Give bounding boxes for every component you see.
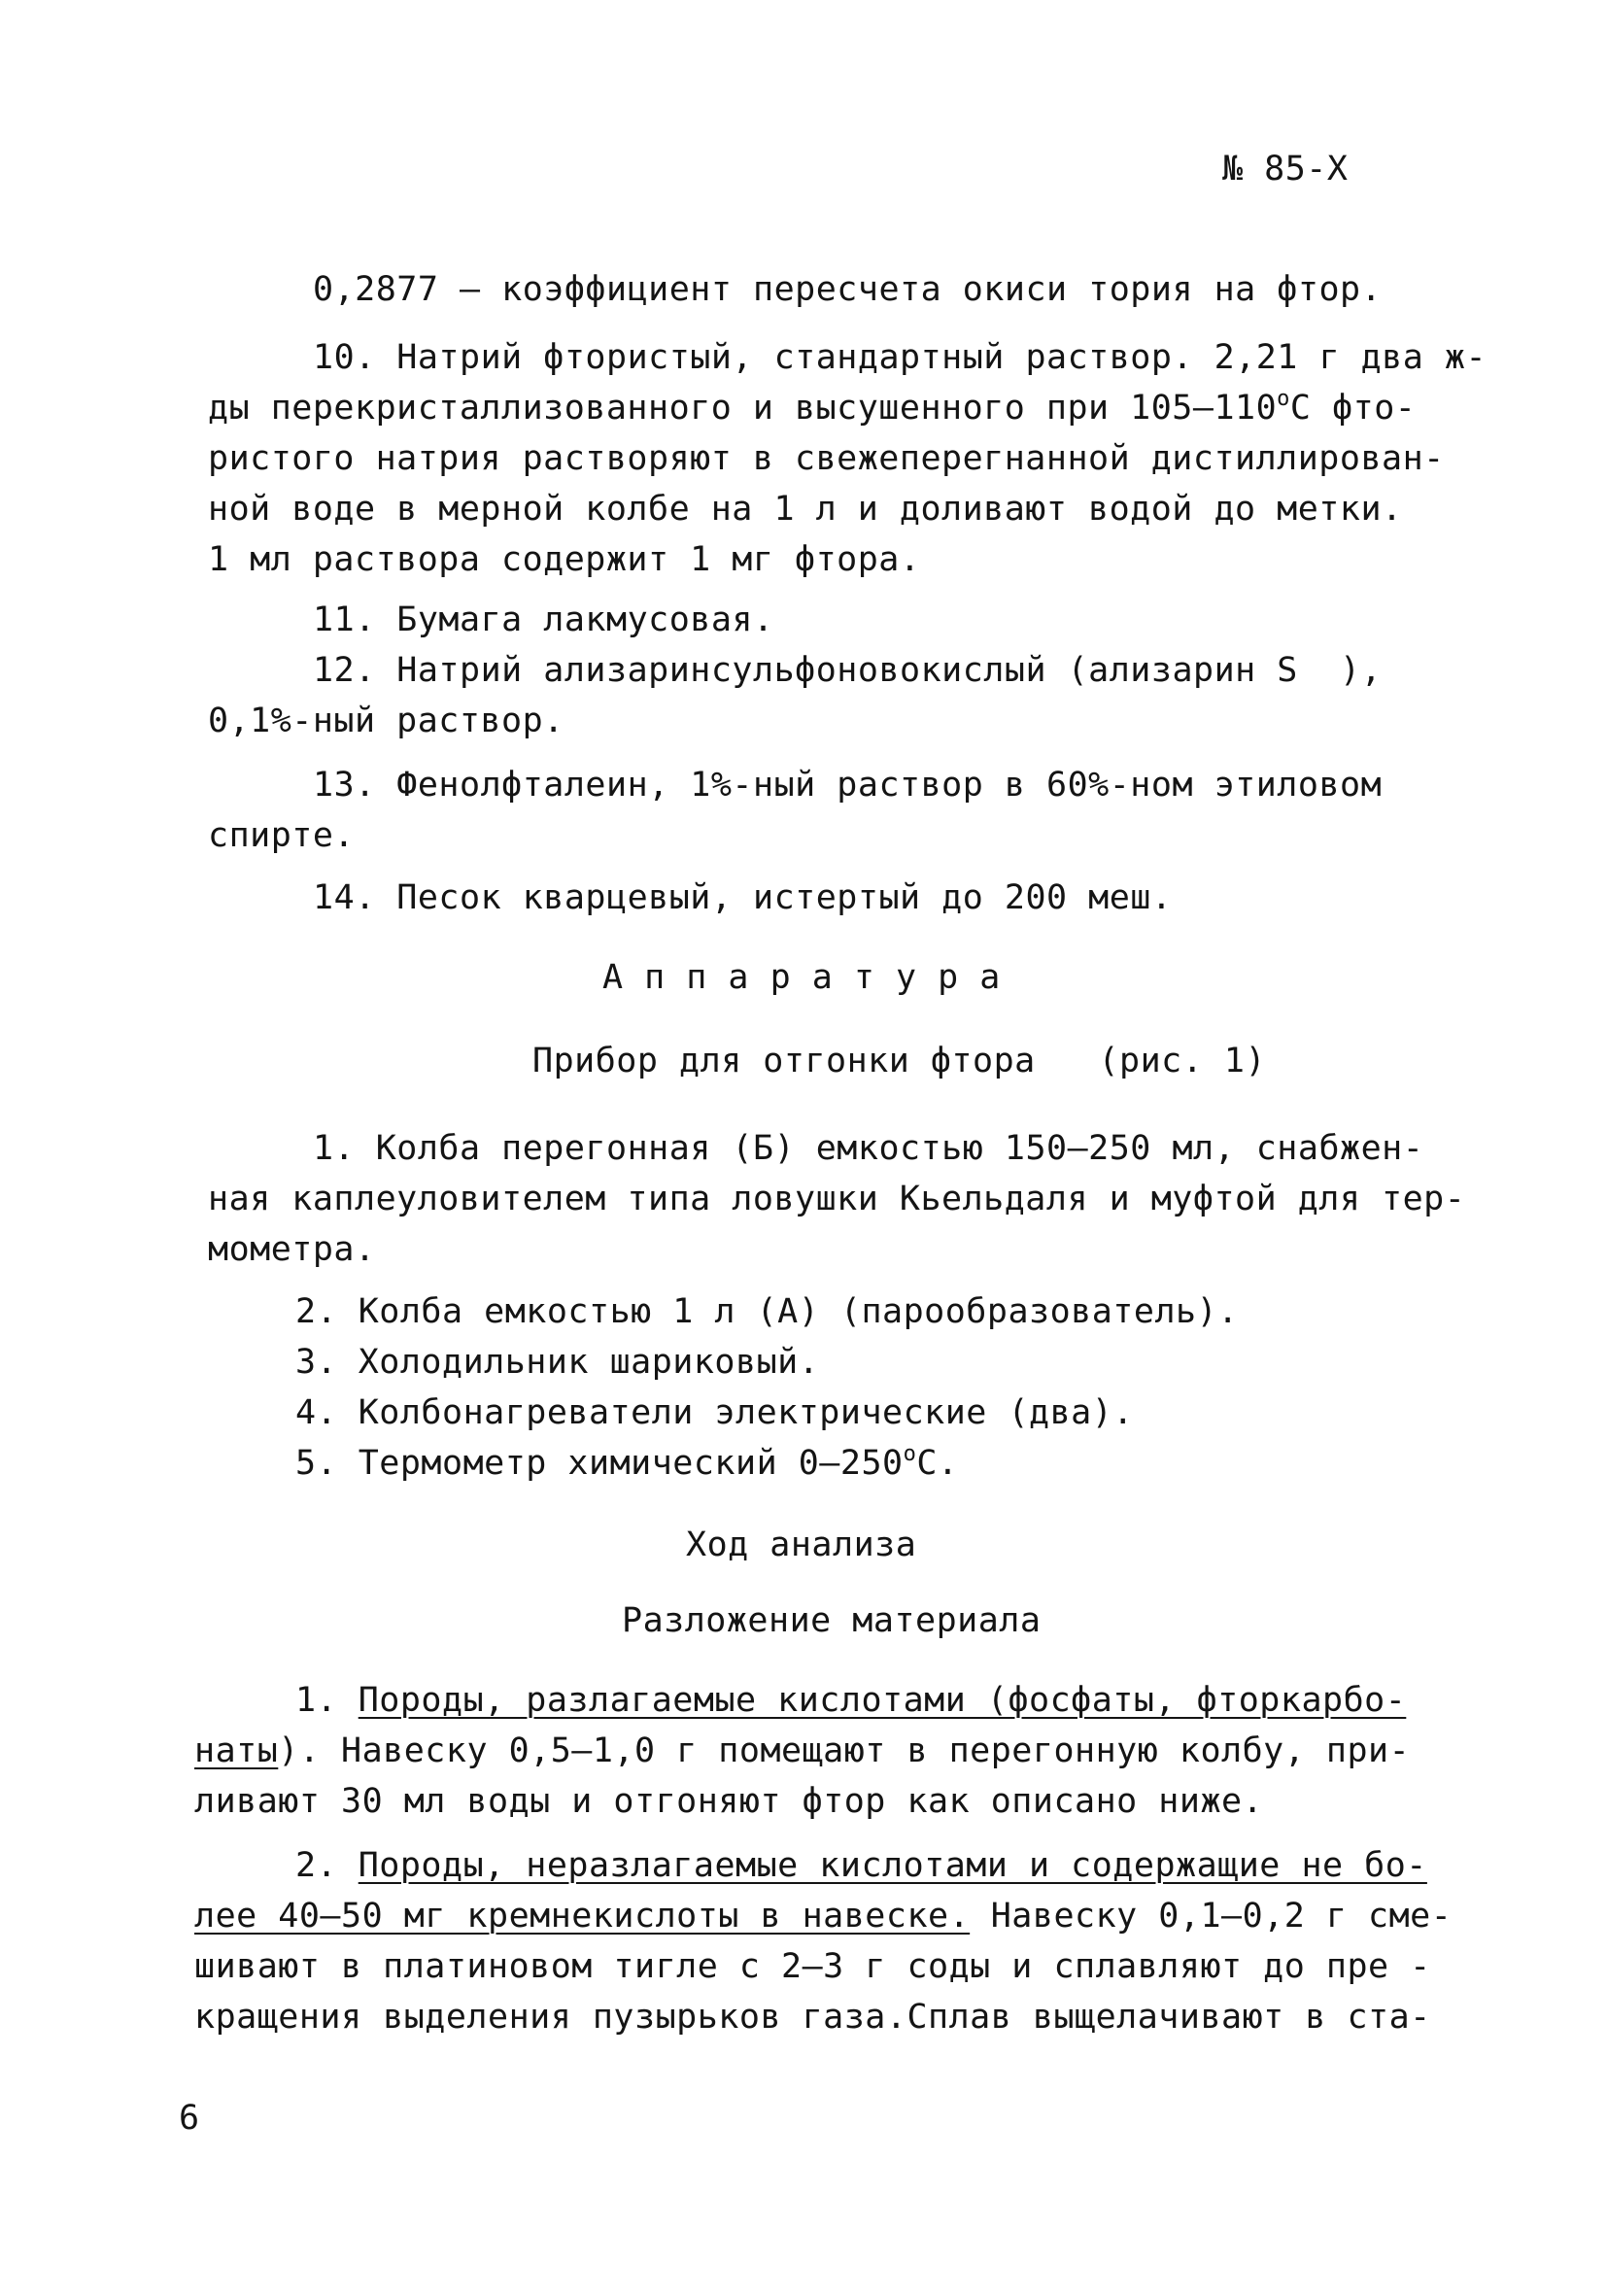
paragraph-2-line-4: кращения выделения пузырьков газа.Сплав выщелачивают в ста-	[194, 1998, 1431, 2037]
reagent-10-line-1: 10. Натрий фтористый, стандартный раствор. 2,21 г два ж-	[313, 338, 1487, 377]
paragraph-2-number: 2.	[295, 1846, 359, 1885]
coefficient-line: 0,2877 – коэффициент пересчета окиси тория на фтор.	[313, 270, 1383, 309]
reagent-10-line-5: 1 мл раствора содержит 1 мг фтора.	[208, 540, 921, 579]
paragraph-2-line-3: шивают в платиновом тигле с 2–3 г соды и сплавляют до пре -	[194, 1947, 1431, 1986]
apparatus-5-text: 5. Термометр химический 0–250	[295, 1444, 904, 1483]
paragraph-1-line-3: ливают 30 мл воды и отгоняют фтор как описано ниже.	[194, 1782, 1264, 1821]
paragraph-2-line-2	[194, 1895, 1452, 1937]
reagent-10-line-2-tail: С фто-	[1289, 389, 1417, 428]
reagent-14: 14. Песок кварцевый, истертый до 200 меш.	[313, 878, 1173, 917]
reagent-10-line-2	[208, 387, 1416, 429]
apparatus-2: 2. Колба емкостью 1 л (А) (парообразователь).	[295, 1292, 1239, 1331]
apparatus-1-line-2: ная каплеуловителем типа ловушки Кьельдаля и муфтой для тер-	[208, 1180, 1466, 1218]
apparatus-5	[295, 1442, 959, 1485]
degree-sign: o	[903, 1442, 917, 1466]
paragraph-1-underlined-cont: наты	[194, 1731, 279, 1770]
analysis-heading: Ход анализа	[686, 1525, 917, 1564]
paragraph-2-underlined: Породы, неразлагаемые кислотами и содержащие не бо-	[358, 1846, 1427, 1885]
reagent-10-line-4: ной воде в мерной колбе на 1 л и доливают водой до метки.	[208, 490, 1403, 529]
apparatus-heading: А п п а р а т у р а	[602, 958, 1001, 997]
apparatus-5-tail: С.	[916, 1444, 959, 1483]
reagent-12-line-2: 0,1%-ный раствор.	[208, 702, 564, 740]
reagent-13-line-2: спирте.	[208, 816, 356, 855]
paragraph-1-line-2	[194, 1730, 1410, 1772]
apparatus-subheading: Прибор для отгонки фтора (рис. 1)	[532, 1042, 1267, 1080]
paragraph-1-number: 1.	[295, 1681, 359, 1720]
decomposition-subheading: Разложение материала	[622, 1601, 1042, 1640]
paragraph-2-line-1	[295, 1844, 1427, 1887]
reagent-13-line-1: 13. Фенолфталеин, 1%-ный раствор в 60%-ном этиловом	[313, 766, 1383, 805]
paragraph-2-underlined-cont: лее 40–50 мг кремнекислоты в навеске.	[194, 1897, 971, 1936]
degree-sign: o	[1277, 387, 1290, 411]
apparatus-1-line-1: 1. Колба перегонная (Б) емкостью 150–250 мл, снабжен-	[313, 1129, 1424, 1168]
paragraph-1-line-2-tail: ). Навеску 0,5–1,0 г помещают в перегонную колбу, при-	[278, 1731, 1411, 1770]
paragraph-1-underlined: Породы, разлагаемые кислотами (фосфаты, фторкарбо-	[358, 1681, 1407, 1720]
paragraph-1-line-1	[295, 1679, 1406, 1722]
paragraph-2-line-2-tail: Навеску 0,1–0,2 г сме-	[970, 1897, 1453, 1936]
reagent-10-line-3: ристого натрия растворяют в свежеперегнанной дистиллирован-	[208, 439, 1445, 478]
apparatus-3: 3. Холодильник шариковый.	[295, 1343, 820, 1382]
document-number: № 85-Х	[1222, 150, 1349, 188]
reagent-11: 11. Бумага лакмусовая.	[313, 600, 774, 639]
reagent-12-line-1: 12. Натрий ализаринсульфоновокислый (ализарин S ),	[313, 651, 1383, 690]
apparatus-4: 4. Колбонагреватели электрические (два).	[295, 1393, 1134, 1432]
reagent-10-line-2-text: ды перекристаллизованного и высушенного при 105–110	[208, 389, 1278, 428]
apparatus-1-line-3: мометра.	[208, 1230, 376, 1269]
page-number: 6	[179, 2099, 200, 2138]
